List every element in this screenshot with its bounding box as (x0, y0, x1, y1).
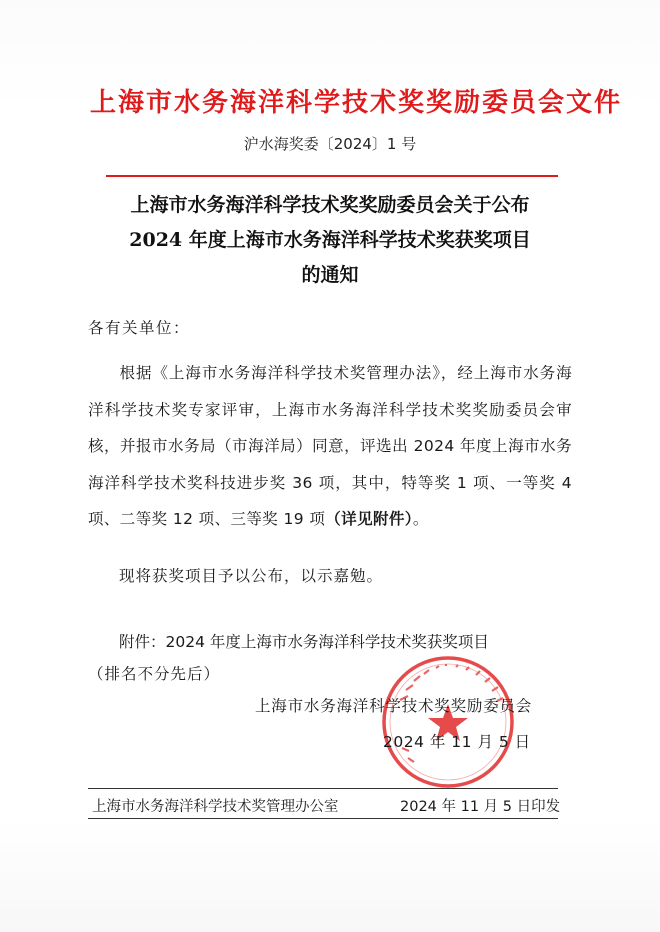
footer-office: 上海市水务海洋科学技术奖管理办公室 (92, 799, 339, 815)
red-separator-line (106, 175, 558, 177)
footer-print-date: 2024 年 11 月 5 日印发 (400, 799, 561, 815)
document-number: 沪水海奖委〔2024〕1 号 (243, 135, 417, 153)
salutation: 各有关单位： (88, 319, 191, 337)
issuer-title: 上海市水务海洋科学技术奖奖励委员会文件 (90, 88, 623, 118)
notice-title-line: 的通知 (301, 264, 359, 286)
body-text: 根据《上海市水务海洋科学技术奖管理办法》，经上海市水务海洋科学技术奖专家评审，上海市水务海洋科学技术奖奖励委员会审核，并报市水务局（市海洋局）同意，评选出 2024 年度上海市水务海洋科学技术奖科技进步奖 36 项，其中，特等奖 1 项、一等奖 4 项、二等奖 12 项、三等奖 19 项 (88, 364, 572, 528)
body-paragraph (88, 355, 572, 538)
attachment-line: （排名不分先后） (88, 665, 221, 683)
notice-title-line: 2024 年度上海市水务海洋科学技术奖获奖项目 (129, 229, 531, 251)
signing-date: 2024 年 11 月 5 日 (383, 733, 531, 751)
notice-title-line: 上海市水务海洋科学技术奖奖励委员会关于公布 (130, 194, 530, 216)
body-bold-text: （详见附件） (325, 510, 413, 528)
body-end: 。 (412, 510, 429, 528)
signing-organization: 上海市水务海洋科学技术奖奖励委员会 (255, 697, 533, 715)
footer-rule-bottom (88, 818, 558, 819)
notice-title (80, 188, 580, 293)
announcement-sentence: 现将获奖项目予以公布，以示嘉勉。 (119, 567, 384, 585)
official-seal-icon (378, 652, 518, 792)
attachment-line: 附件：2024 年度上海市水务海洋科学技术奖获奖项目 (119, 633, 489, 651)
